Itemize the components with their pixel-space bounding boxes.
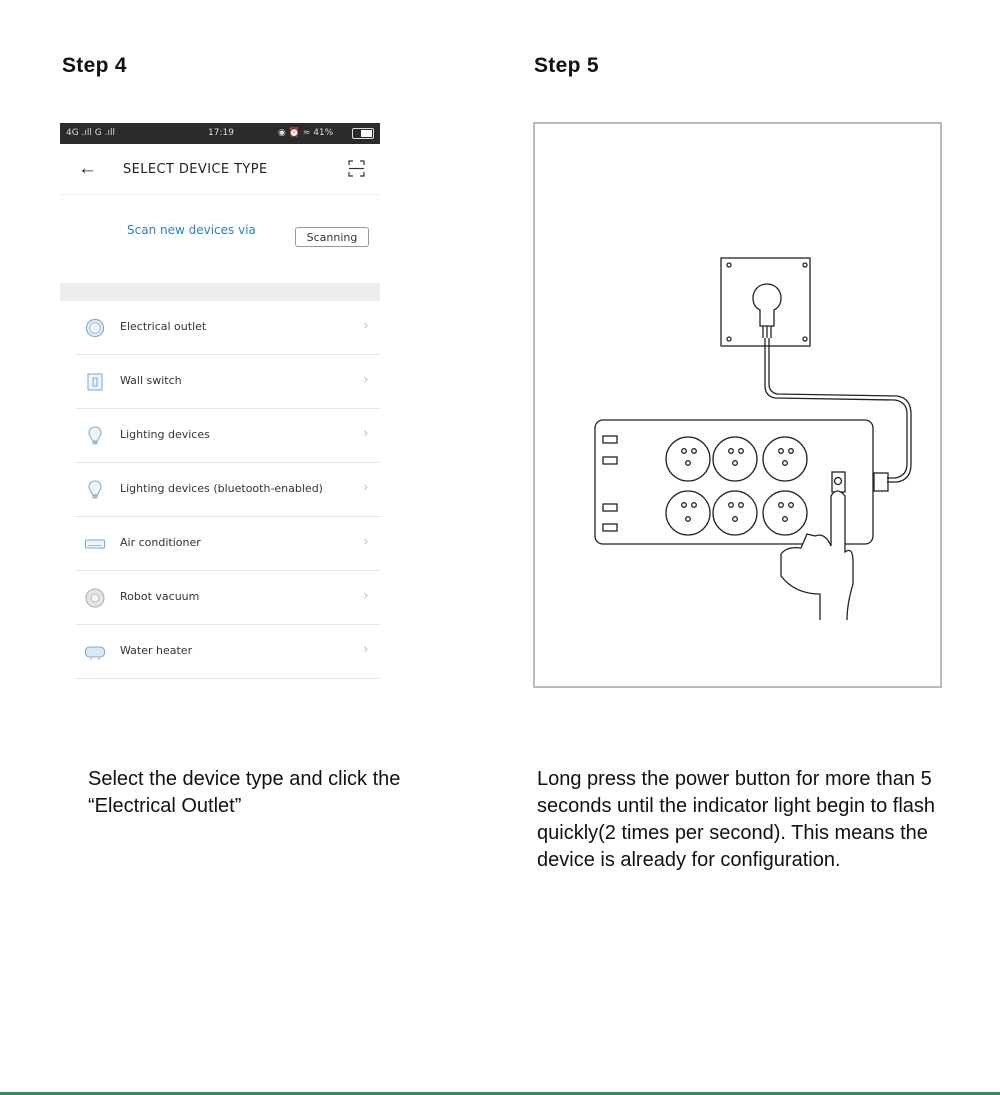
- back-arrow-icon[interactable]: ←: [78, 158, 97, 179]
- list-item-lighting-devices-bluetooth[interactable]: [75, 463, 380, 517]
- step4-title: Step 4: [62, 54, 127, 77]
- list-item-label: Air conditioner: [120, 536, 201, 549]
- list-item-label: Robot vacuum: [120, 590, 200, 603]
- status-time: 17:19: [208, 128, 234, 138]
- scanning-button[interactable]: Scanning: [295, 227, 369, 247]
- bulb-icon: [85, 480, 105, 500]
- step5-illustration: [533, 122, 942, 688]
- step5-title: Step 5: [534, 54, 599, 77]
- chevron-right-icon: ›: [363, 479, 368, 494]
- battery-icon: [352, 128, 374, 139]
- scan-code-icon[interactable]: [348, 160, 365, 177]
- chevron-right-icon: ›: [363, 371, 368, 386]
- hand-pointer: [781, 491, 853, 620]
- page-title: SELECT DEVICE TYPE: [123, 162, 268, 177]
- step5-caption: Long press the power button for more than 5 seconds until the indicator light begin to flash quickly(2 times per second). This means the device is already for configuration.: [537, 768, 936, 871]
- water-heater-icon: [85, 642, 105, 662]
- list-item-robot-vacuum[interactable]: [75, 571, 380, 625]
- wall-socket-plate: [721, 258, 810, 346]
- chevron-right-icon: ›: [363, 425, 368, 440]
- section-divider: [60, 283, 380, 301]
- signal-indicator: 4G .ıll G .ıll: [66, 128, 115, 138]
- status-bar: [60, 123, 380, 144]
- chevron-right-icon: ›: [363, 587, 368, 602]
- list-item-label: Wall switch: [120, 374, 182, 387]
- wall-switch-icon: [85, 372, 105, 392]
- step4-caption: Select the device type and click the “Electrical Outlet”: [88, 768, 401, 817]
- list-item-electrical-outlet[interactable]: [75, 301, 380, 355]
- battery-percent: ◉ ⏰ ≈ 41%: [278, 128, 334, 138]
- list-item-label: Lighting devices: [120, 428, 210, 441]
- list-item-label: Water heater: [120, 644, 193, 657]
- chevron-right-icon: ›: [363, 533, 368, 548]
- scan-new-devices-text: Scan new devices via: [127, 223, 256, 237]
- app-header: [60, 144, 380, 195]
- phone-screenshot: [60, 123, 380, 683]
- power-strip-illustration: [535, 124, 940, 686]
- robot-vacuum-icon: [85, 588, 105, 608]
- bulb-icon: [85, 426, 105, 446]
- power-button: [832, 472, 845, 492]
- list-item-lighting-devices[interactable]: [75, 409, 380, 463]
- list-item-water-heater[interactable]: [75, 625, 380, 679]
- list-item-wall-switch[interactable]: [75, 355, 380, 409]
- outlet-row-bottom: [666, 491, 807, 535]
- chevron-right-icon: ›: [363, 317, 368, 332]
- chevron-right-icon: ›: [363, 641, 368, 656]
- device-type-list: [75, 301, 380, 679]
- plug-icon: [753, 284, 781, 326]
- air-conditioner-icon: [85, 534, 105, 554]
- outlet-icon: [85, 318, 105, 338]
- list-item-label: Lighting devices (bluetooth-enabled): [120, 482, 323, 495]
- outlet-row-top: [666, 437, 807, 481]
- list-item-label: Electrical outlet: [120, 320, 207, 333]
- list-item-air-conditioner[interactable]: [75, 517, 380, 571]
